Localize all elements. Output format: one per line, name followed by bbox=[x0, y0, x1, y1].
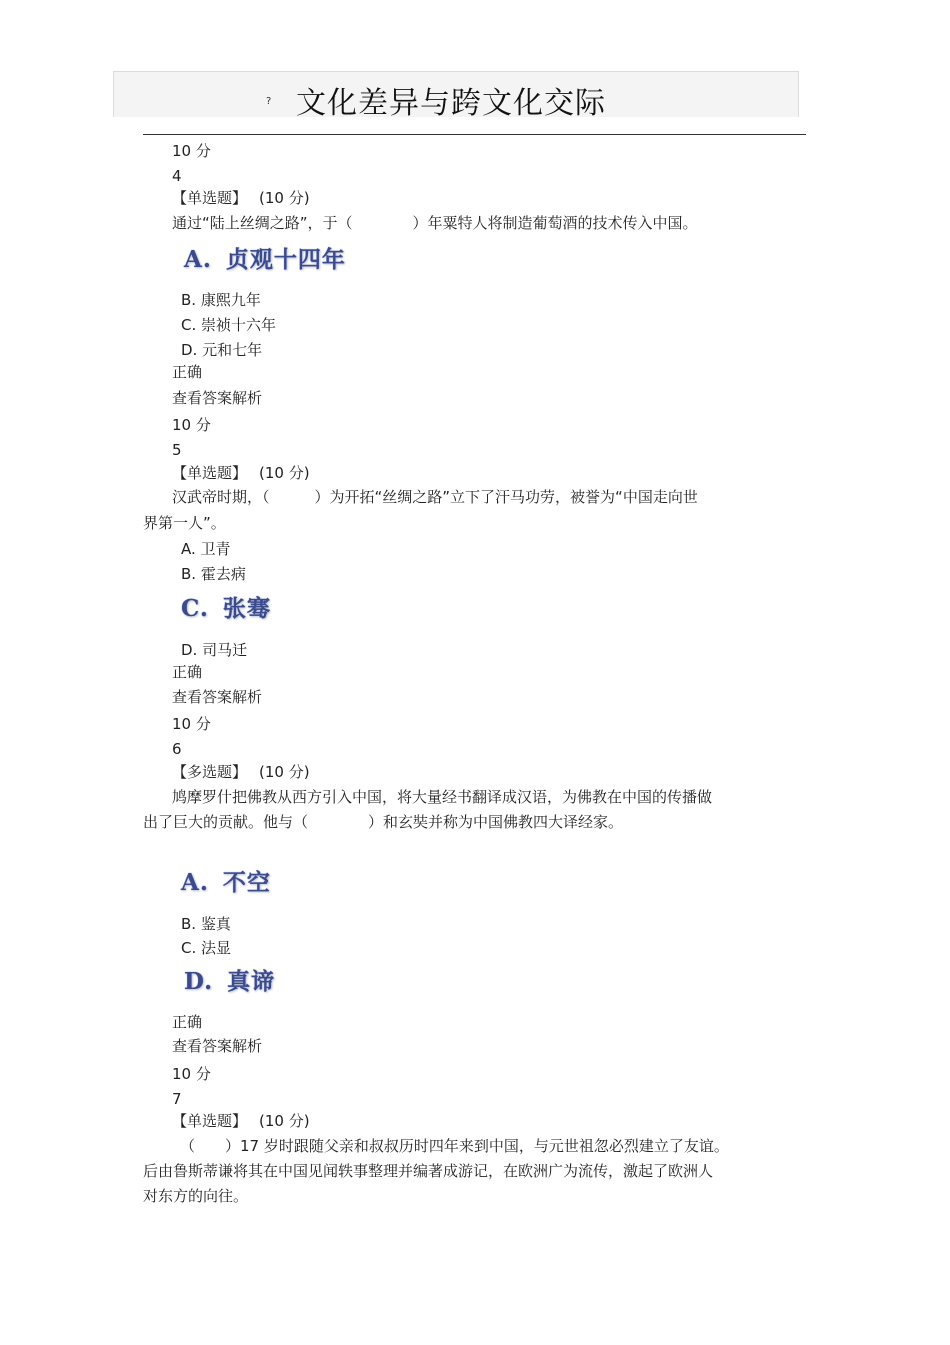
question-5-option-c-letter: C. bbox=[181, 595, 209, 622]
question-4-option-a-letter: A. bbox=[184, 246, 212, 273]
question-7-text-line-1: （ ）17 岁时跟随父亲和叔叔历时四年来到中国，与元世祖忽必烈建立了友谊。 bbox=[180, 1137, 729, 1155]
question-6-option-d-text: 真谛 bbox=[227, 968, 276, 995]
question-4-option-c[interactable]: C. 崇祯十六年 bbox=[181, 316, 277, 334]
question-6-option-b[interactable]: B. 鉴真 bbox=[181, 915, 231, 933]
question-4-type: 【单选题】 bbox=[172, 189, 248, 207]
question-6-type: 【多选题】 bbox=[172, 763, 248, 781]
question-6-option-d[interactable] bbox=[184, 968, 275, 996]
question-5-result: 正确 bbox=[172, 663, 203, 681]
question-7-number: 7 bbox=[172, 1090, 182, 1108]
question-5-points: (10 分) bbox=[259, 464, 310, 482]
question-5-option-c-text: 张骞 bbox=[222, 595, 271, 622]
prev-question-score: 10 分 bbox=[172, 142, 211, 160]
question-5-option-c[interactable] bbox=[181, 595, 271, 623]
question-7-text-line-2: 后由鲁斯蒂谦将其在中国见闻轶事整理并编著成游记，在欧洲广为流传，激起了欧洲人 bbox=[143, 1162, 714, 1180]
question-4-option-a[interactable] bbox=[184, 246, 346, 274]
question-5-text-line-1: 汉武帝时期，（ ）为开拓“丝绸之路”立下了汗马功劳，被誉为“中国走向世 bbox=[172, 488, 698, 506]
question-6-option-a-text: 不空 bbox=[222, 869, 271, 896]
question-5-option-b[interactable]: B. 霍去病 bbox=[181, 565, 246, 583]
question-6-text-line-2: 出了巨大的贡献。他与（ ）和玄奘并称为中国佛教四大译经家。 bbox=[143, 813, 624, 831]
question-6-text-line-1: 鸠摩罗什把佛教从西方引入中国，将大量经书翻译成汉语，为佛教在中国的传播做 bbox=[172, 788, 713, 806]
header-marker: ? bbox=[266, 96, 272, 107]
question-5-option-d[interactable]: D. 司马迁 bbox=[181, 641, 248, 659]
question-6-result: 正确 bbox=[172, 1013, 203, 1031]
question-4-option-a-text: 贞观十四年 bbox=[225, 246, 346, 273]
question-6-option-d-letter: D. bbox=[184, 968, 214, 995]
question-6-points: (10 分) bbox=[259, 763, 310, 781]
question-7-points: (10 分) bbox=[259, 1112, 310, 1130]
question-4-option-b[interactable]: B. 康熙九年 bbox=[181, 291, 261, 309]
question-5-view-answer-link[interactable]: 查看答案解析 bbox=[172, 688, 263, 706]
question-5-score: 10 分 bbox=[172, 715, 211, 733]
question-7-type: 【单选题】 bbox=[172, 1112, 248, 1130]
question-6-number: 6 bbox=[172, 740, 182, 758]
question-4-option-d[interactable]: D. 元和七年 bbox=[181, 341, 263, 359]
question-5-text-line-2: 界第一人”。 bbox=[143, 514, 226, 532]
question-4-result: 正确 bbox=[172, 363, 203, 381]
question-4-number: 4 bbox=[172, 167, 182, 185]
question-4-view-answer-link[interactable]: 查看答案解析 bbox=[172, 389, 263, 407]
question-5-number: 5 bbox=[172, 441, 182, 459]
question-6-option-c[interactable]: C. 法显 bbox=[181, 939, 232, 957]
question-6-view-answer-link[interactable]: 查看答案解析 bbox=[172, 1037, 263, 1055]
question-4-points: (10 分) bbox=[259, 189, 310, 207]
question-7-text-line-3: 对东方的向往。 bbox=[143, 1187, 249, 1205]
header-divider bbox=[143, 134, 806, 135]
question-5-option-a[interactable]: A. 卫青 bbox=[181, 540, 231, 558]
question-6-score: 10 分 bbox=[172, 1065, 211, 1083]
document-title: 文化差异与跨文化交际 bbox=[296, 86, 606, 121]
question-4-score: 10 分 bbox=[172, 416, 211, 434]
question-5-type: 【单选题】 bbox=[172, 464, 248, 482]
question-6-option-a-letter: A. bbox=[181, 869, 209, 896]
question-6-option-a[interactable] bbox=[181, 869, 271, 897]
question-4-text: 通过“陆上丝绸之路”，于（ ）年粟特人将制造葡萄酒的技术传入中国。 bbox=[172, 214, 698, 232]
